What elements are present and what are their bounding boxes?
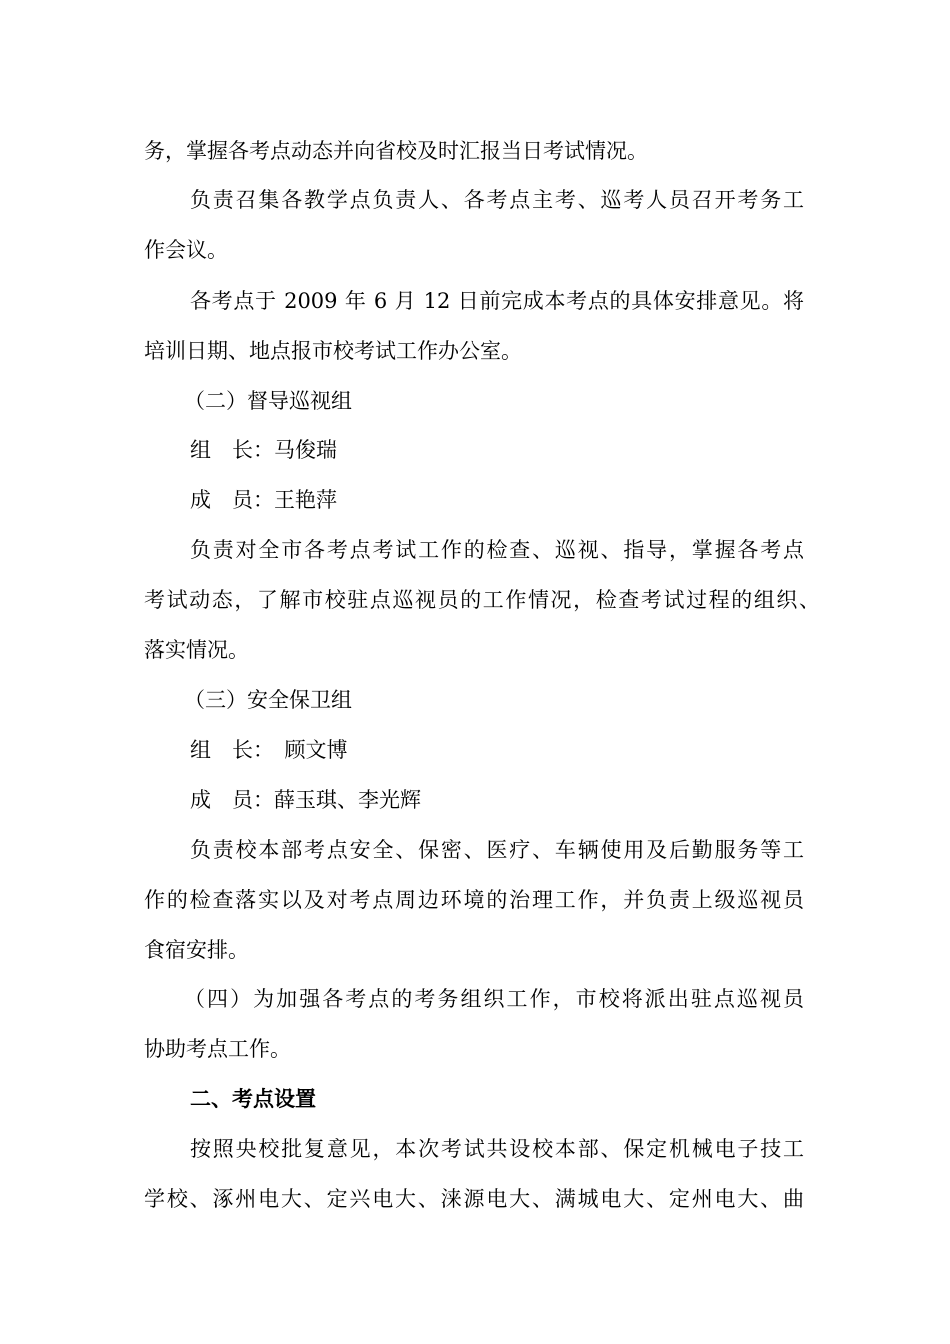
text-line: 作的检查落实以及对考点周边环境的治理工作，并负责上级巡视员 [144, 888, 804, 912]
section-heading: 二、考点设置 [190, 1087, 316, 1111]
text-line: 务，掌握各考点动态并向省校及时汇报当日考试情况。 [144, 139, 648, 163]
text-line: 负责对全市各考点考试工作的检查、巡视、指导，掌握各考点 [190, 538, 804, 562]
text-line: 学校、涿州电大、定兴电大、涞源电大、满城电大、定州电大、曲 [144, 1187, 804, 1211]
text-line: 各考点于 2009 年 6 月 12 日前完成本考点的具体安排意见。将 [190, 289, 804, 313]
text-line: 考试动态，了解市校驻点巡视员的工作情况，检查考试过程的组织、 [144, 588, 820, 612]
text-line: （四）为加强各考点的考务组织工作，市校将派出驻点巡视员 [184, 987, 804, 1011]
text-line: 培训日期、地点报市校考试工作办公室。 [144, 339, 522, 363]
text-line: 负责召集各教学点负责人、各考点主考、巡考人员召开考务工 [190, 188, 804, 212]
text-line: 落实情况。 [144, 638, 249, 662]
text-line: 食宿安排。 [144, 938, 249, 962]
section-subheading: （二）督导巡视组 [184, 389, 352, 413]
section-subheading: （三）安全保卫组 [184, 688, 352, 712]
text-line: 协助考点工作。 [144, 1037, 291, 1061]
text-line: 负责校本部考点安全、保密、医疗、车辆使用及后勤服务等工 [190, 838, 804, 862]
text-line: 成 员：王艳萍 [190, 488, 337, 512]
text-line: 成 员：薛玉琪、李光辉 [190, 788, 421, 812]
text-line: 组 长： 顾文博 [190, 738, 348, 762]
text-line: 按照央校批复意见，本次考试共设校本部、保定机械电子技工 [190, 1137, 804, 1161]
text-line: 作会议。 [144, 238, 228, 262]
text-line: 组 长：马俊瑞 [190, 438, 337, 462]
